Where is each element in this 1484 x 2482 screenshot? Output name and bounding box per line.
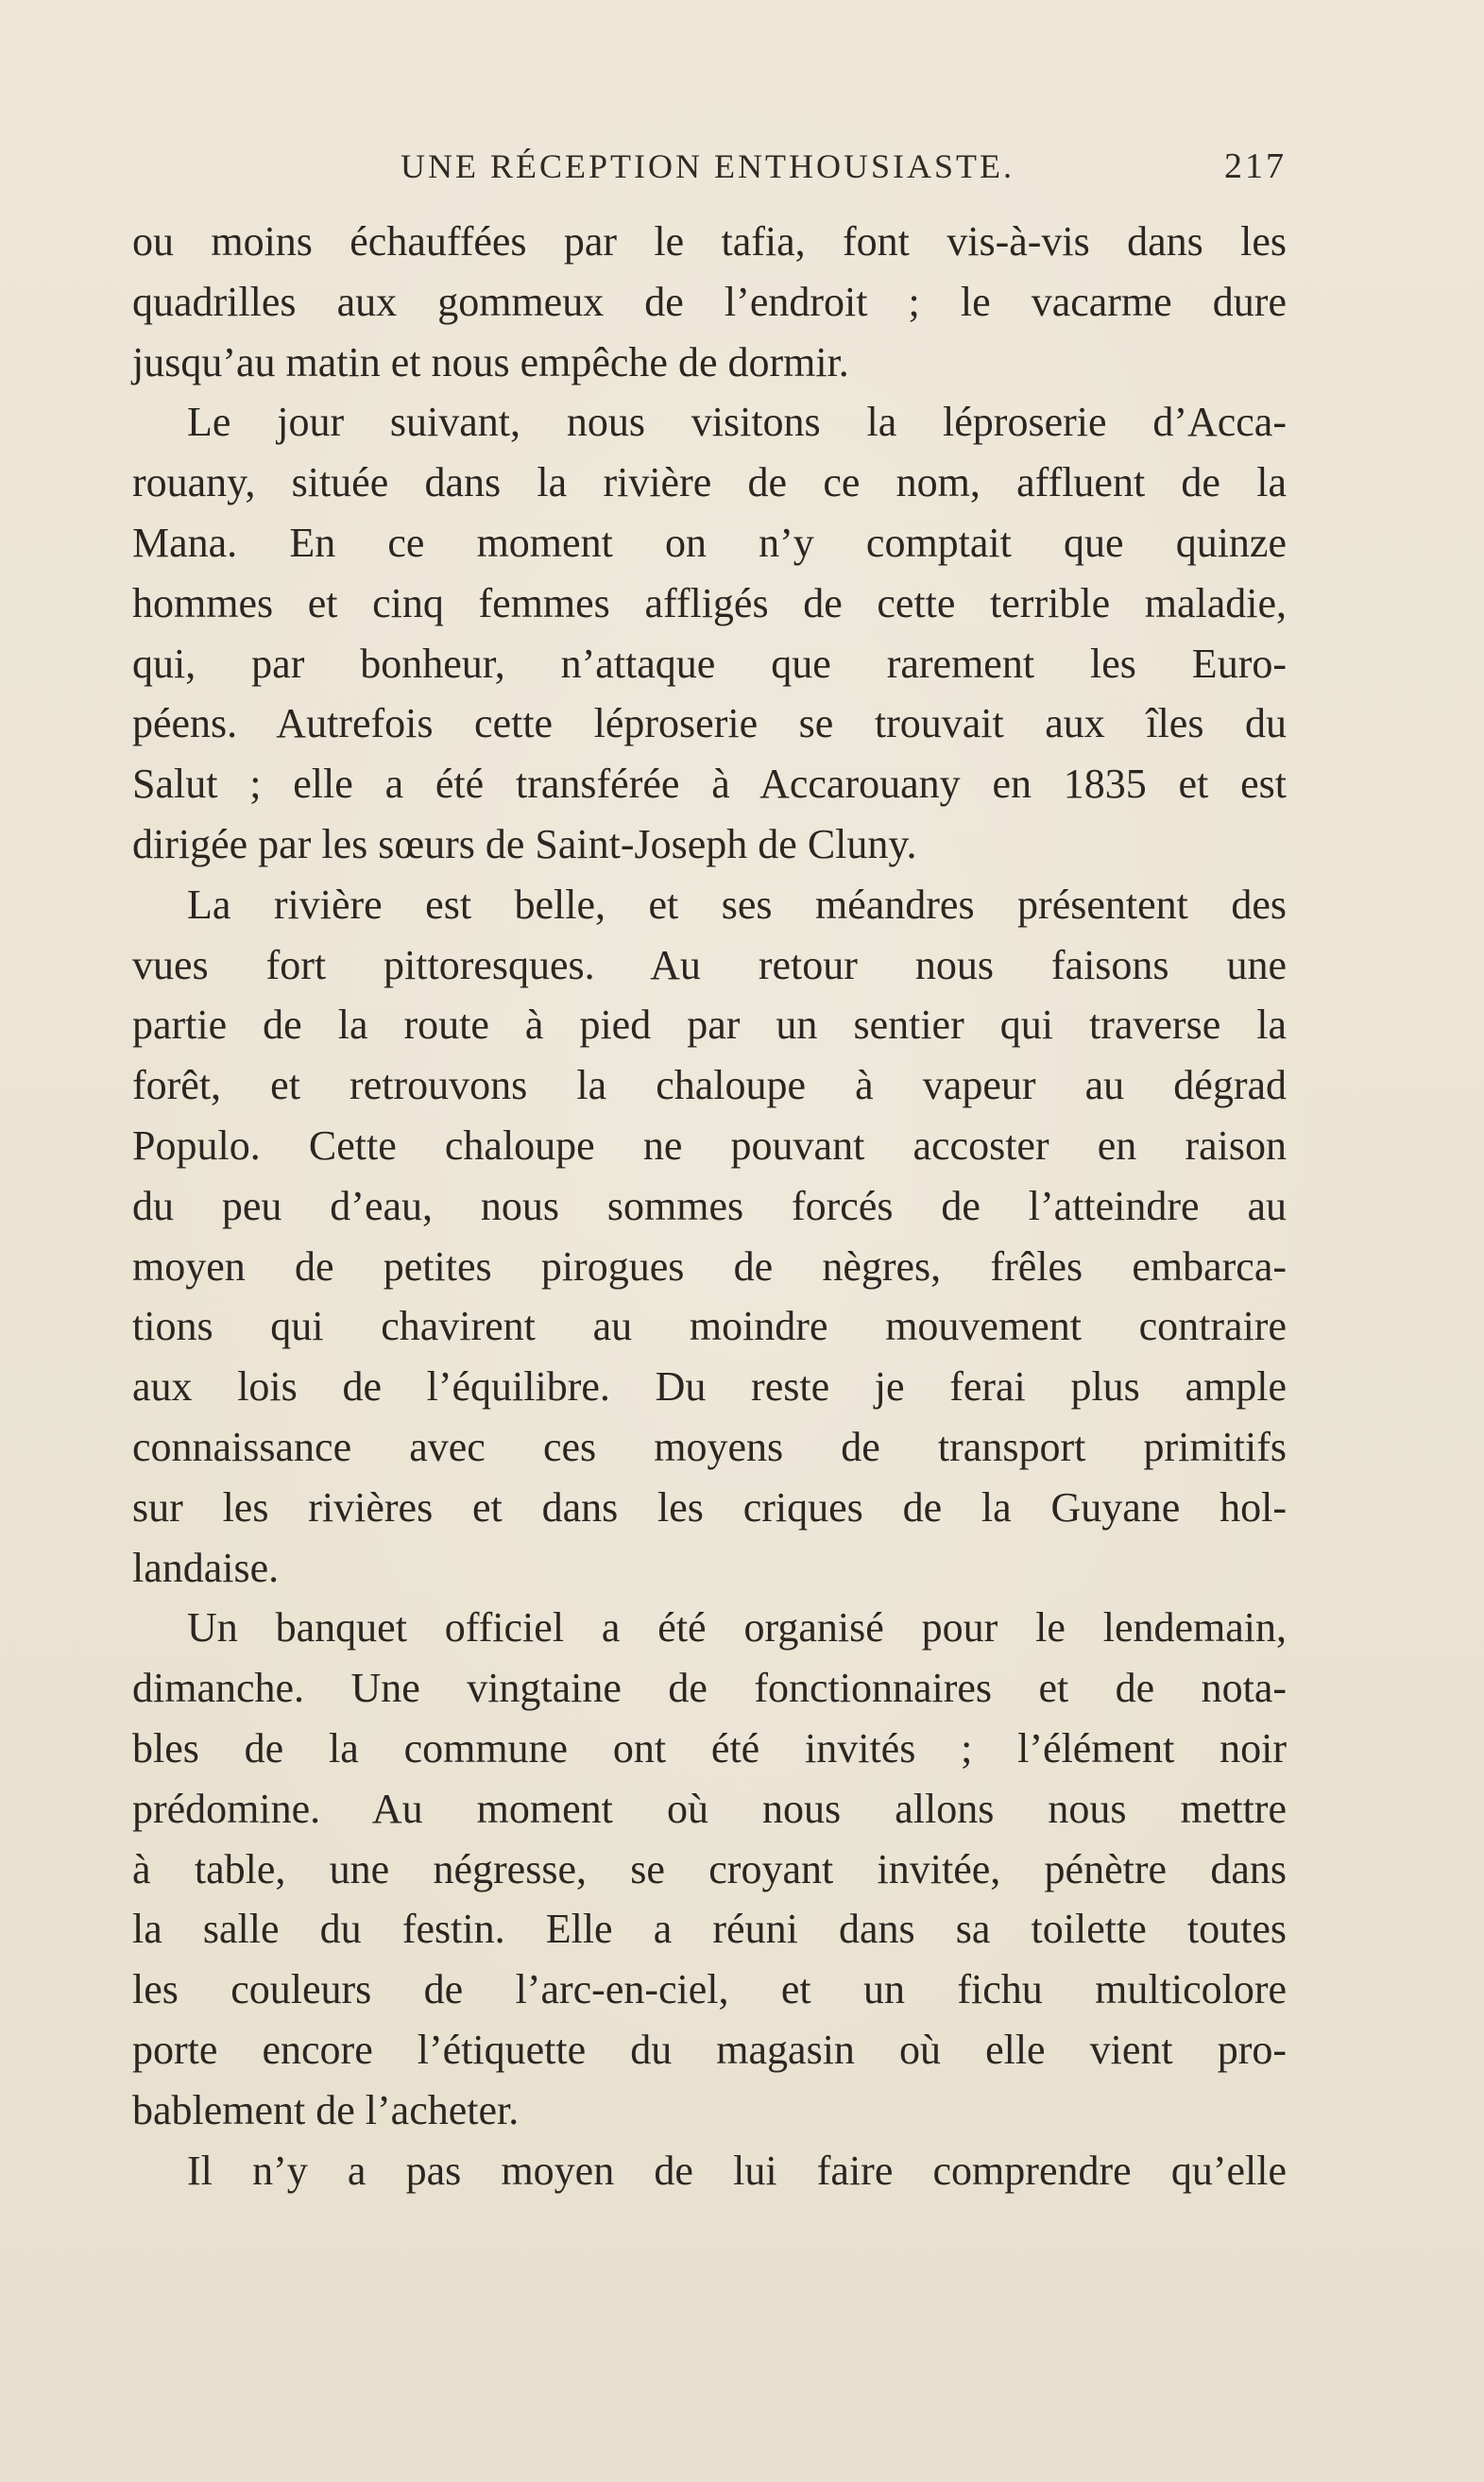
paragraph-3	[132, 875, 1287, 1599]
text-line: moyen de petites pirogues de nègres, frêles embarca-	[132, 1242, 1287, 1290]
text-line: jusqu’au matin et nous empêche de dormir.	[132, 338, 849, 385]
text-line: Un banquet officiel a été organisé pour le lendemain,	[187, 1604, 1287, 1652]
text-line: forêt, et retrouvons la chaloupe à vapeur au dégrad	[132, 1062, 1287, 1109]
text-line: prédomine. Au moment où nous allons nous mettre	[132, 1785, 1287, 1832]
paragraph-2	[132, 392, 1287, 874]
text-line: Salut ; elle a été transférée à Accarouany en 1835 et est	[132, 761, 1287, 808]
text-line: porte encore l’étiquette du magasin où elle vient pro-	[132, 2026, 1287, 2073]
text-line: landaise.	[132, 1544, 280, 1591]
text-line: dimanche. Une vingtaine de fonctionnaires et de nota-	[132, 1665, 1287, 1712]
text-line: hommes et cinq femmes affligés de cette terrible maladie,	[132, 579, 1287, 626]
text-line: quadrilles aux gommeux de l’endroit ; le vacarme dure	[132, 278, 1287, 325]
paragraph-1	[132, 212, 1287, 392]
text-line: dirigée par les sœurs de Saint-Joseph de Cluny.	[132, 820, 917, 867]
text-line: Populo. Cette chaloupe ne pouvant accoster en raison	[132, 1121, 1287, 1169]
text-line: rouany, située dans la rivière de ce nom, affluent de la	[132, 459, 1287, 506]
text-line: vues fort pittoresques. Au retour nous faisons une	[132, 941, 1287, 988]
running-head	[132, 140, 1287, 193]
text-line: Le jour suivant, nous visitons la léproserie d’Acca-	[187, 399, 1287, 446]
text-line: ou moins échauffées par le tafia, font vis-à-vis dans les	[132, 218, 1287, 265]
text-line: du peu d’eau, nous sommes forcés de l’atteindre au	[132, 1182, 1287, 1229]
paragraph-4	[132, 1598, 1287, 2140]
text-line: sur les rivières et dans les criques de la Guyane hol-	[132, 1483, 1287, 1531]
text-line: Il n’y a pas moyen de lui faire comprendre qu’elle	[187, 2147, 1287, 2194]
text-line: la salle du festin. Elle a réuni dans sa toilette toutes	[132, 1906, 1287, 1953]
paragraph-5	[132, 2141, 1287, 2201]
text-line: partie de la route à pied par un sentier qui traverse la	[132, 1001, 1287, 1049]
text-line: qui, par bonheur, n’attaque que rarement les Euro-	[132, 640, 1287, 687]
text-line: connaissance avec ces moyens de transport primitifs	[132, 1423, 1287, 1470]
text-line: aux lois de l’équilibre. Du reste je ferai plus ample	[132, 1363, 1287, 1411]
text-line: La rivière est belle, et ses méandres présentent des	[187, 881, 1287, 928]
running-title: UNE RÉCEPTION ENTHOUSIASTE.	[401, 147, 1015, 185]
text-line: Mana. En ce moment on n’y comptait que quinze	[132, 519, 1287, 566]
body-text	[132, 212, 1287, 2200]
text-line: à table, une négresse, se croyant invitée, pénètre dans	[132, 1845, 1287, 1892]
page-number: 217	[1224, 146, 1287, 186]
text-line: les couleurs de l’arc-en-ciel, et un fichu multicolore	[132, 1966, 1287, 2013]
text-line: péens. Autrefois cette léproserie se trouvait aux îles du	[132, 700, 1287, 747]
text-line: bablement de l’acheter.	[132, 2086, 520, 2133]
text-line: tions qui chavirent au moindre mouvement contraire	[132, 1303, 1287, 1350]
text-line: bles de la commune ont été invités ; l’élément noir	[132, 1724, 1287, 1772]
